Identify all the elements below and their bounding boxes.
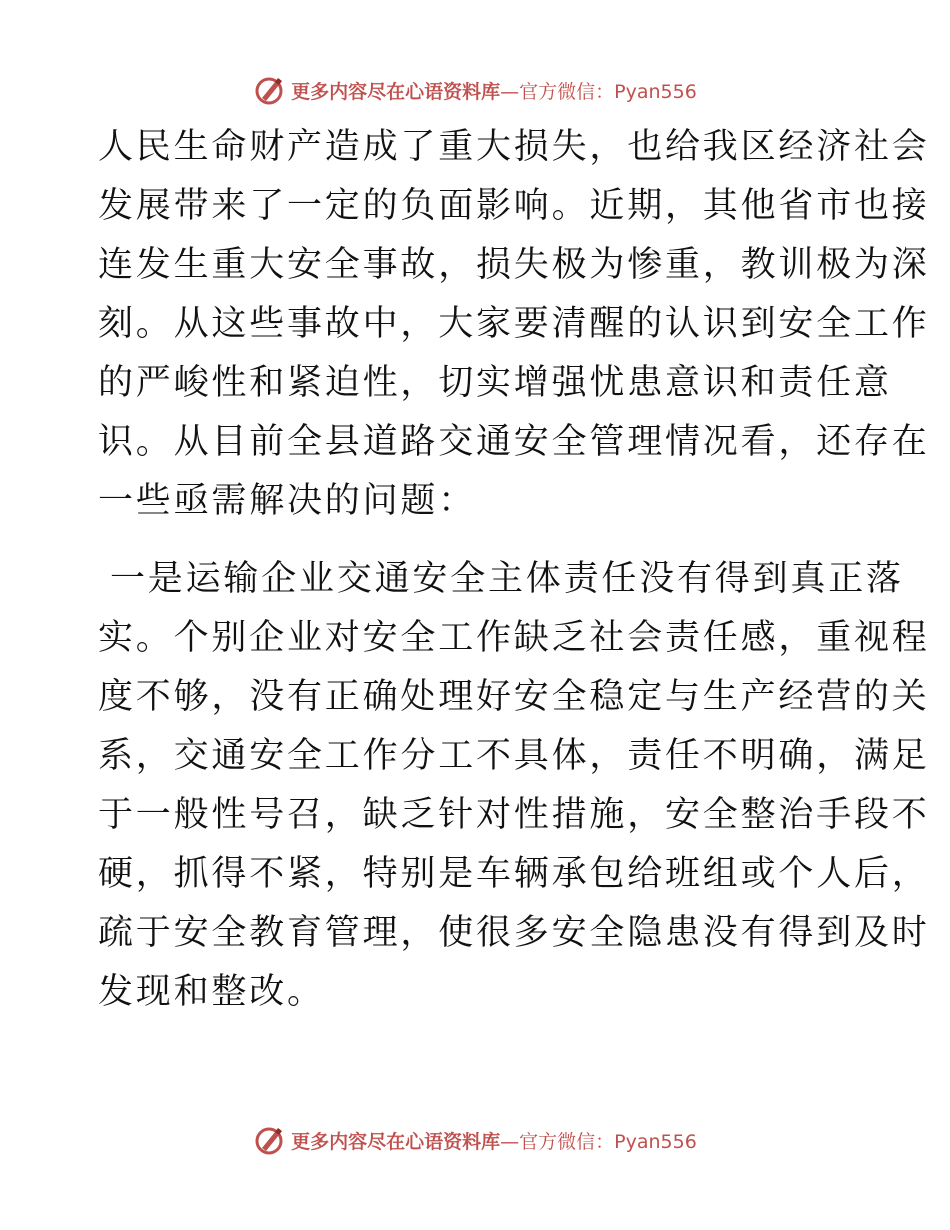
text-line: 硬，抓得不紧，特别是车辆承包给班组或个人后， [98,854,930,894]
header-separator: — [500,80,520,103]
footer-separator: — [500,1130,520,1153]
text-line: 疏于安全教育管理，使很多安全隐患没有得到及时 [98,913,930,953]
text-line: 度不够，没有正确处理好安全稳定与生产经营的关 [98,677,930,717]
text-line: 于一般性号召，缺乏针对性措施，安全整治手段不 [98,795,930,835]
text-line: 实。个别企业对安全工作缺乏社会责任感，重视程 [98,618,930,658]
text-line: 连发生重大安全事故，损失极为惨重，教训极为深 [98,245,930,285]
text-line: 一些亟需解决的问题： [98,481,477,521]
text-line: 的严峻性和紧迫性，切实增强忧患意识和责任意 [98,363,892,403]
text-line: 一是运输企业交通安全主体责任没有得到真正落 [110,559,904,599]
header-site-text: 更多内容尽在心语资料库 [291,80,501,103]
text-line: 发现和整改。 [98,972,325,1012]
text-line: 发展带来了一定的负面影响。近期，其他省市也接 [98,186,930,226]
footer-site-text: 更多内容尽在心语资料库 [291,1130,501,1153]
pen-seal-logo-icon [253,74,285,106]
document-body [98,118,930,1022]
header-banner [0,70,950,110]
footer-banner [0,1120,950,1160]
paragraph-2 [98,550,930,1022]
paragraph-1 [98,118,930,531]
header-text [291,77,697,104]
text-line: 刻。从这些事故中，大家要清醒的认识到安全工作 [98,304,930,344]
text-line: 识。从目前全县道路交通安全管理情况看，还存在 [98,422,930,462]
footer-text [291,1127,697,1154]
footer-wechat-text: 官方微信：Pyan556 [519,1130,697,1153]
pen-seal-logo-icon [253,1124,285,1156]
text-line: 系，交通安全工作分工不具体，责任不明确，满足 [98,736,930,776]
header-wechat-text: 官方微信：Pyan556 [519,80,697,103]
text-line: 人民生命财产造成了重大损失，也给我区经济社会 [98,127,930,167]
